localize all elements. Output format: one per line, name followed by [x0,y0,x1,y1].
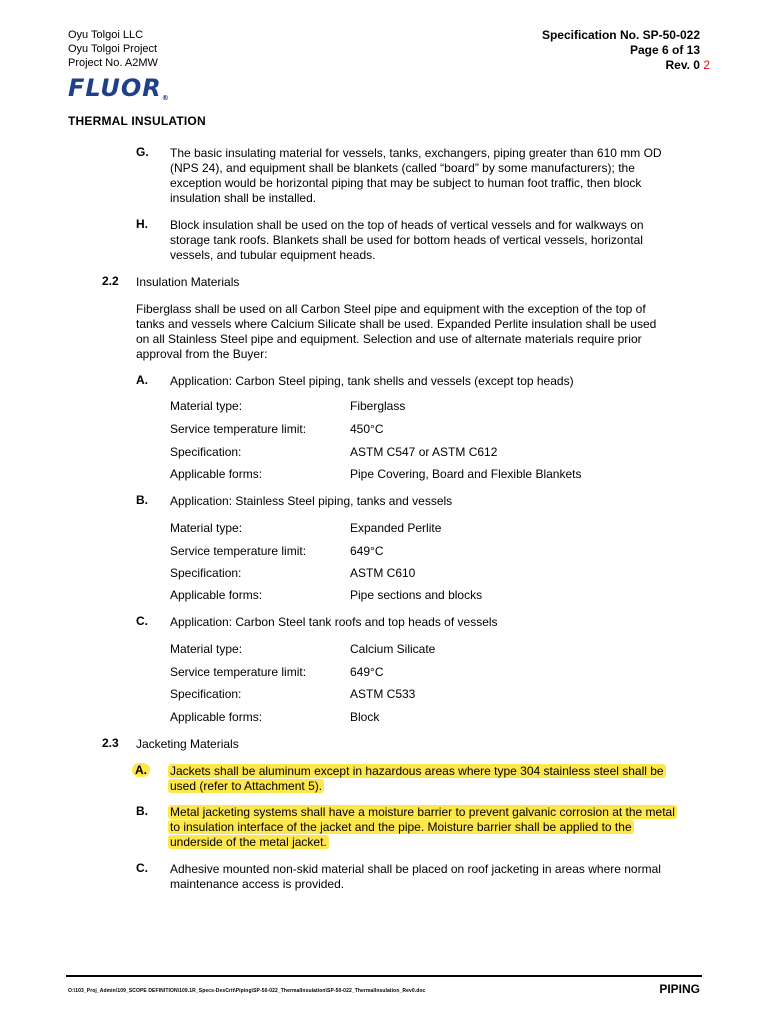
paragraph-line: on all Stainless Steel pipe and equipment. Selection and use of alternate materials require prior [136,332,642,346]
section-2-2-title: Insulation Materials [136,275,240,289]
app-letter-b: B. [136,493,148,507]
logo-registered-mark: ® [161,94,170,102]
jacket-c-text [170,862,715,892]
spec-number: Specification No. SP-50-022 [541,28,700,42]
prop-value: ASTM C547 or ASTM C612 [350,445,498,459]
fluor-logo [68,74,170,102]
revision-label: Rev. 0 [665,58,700,72]
logo-text: FLUOR [68,74,162,102]
section-2-3-title: Jacketing Materials [136,737,239,751]
prop-label: Specification: [170,687,242,701]
jacket-c-line: maintenance access is provided. [170,877,345,891]
revision-mark: 2 [703,58,710,72]
revision [666,58,711,73]
item-g-line: exception would be horizontal piping that may be subject to human foot traffic, then block [170,176,642,190]
jacket-a-text [168,764,713,794]
prop-value: Expanded Perlite [350,521,442,535]
item-h-line: vessels, and tubular equipment heads. [170,248,376,262]
app-b-text: Application: Stainless Steel piping, tanks and vessels [170,494,453,508]
prop-value: Pipe Covering, Board and Flexible Blankets [350,467,582,481]
app-a-text: Application: Carbon Steel piping, tank shells and vessels (except top heads) [170,374,574,388]
item-h-line: storage tank roofs. Blankets shall be used for bottom heads of vertical vessels, horizontal [170,233,643,247]
jacket-letter-c: C. [136,861,148,875]
footer-rule [66,975,702,977]
section-2-3-number: 2.3 [102,736,119,750]
app-letter-c: C. [136,614,148,628]
paragraph-line: tanks and vessels where Calcium Silicate shall be used. Expanded Perlite insulation shall be used [136,317,657,331]
jacket-letter-a [132,763,150,777]
app-c-text: Application: Carbon Steel tank roofs and top heads of vessels [170,615,498,629]
jacket-b-text [168,805,713,850]
prop-value: 450°C [350,422,384,436]
jacket-letter-b: B. [136,804,148,818]
page-number: Page 6 of 13 [629,43,700,57]
app-letter-a: A. [136,373,148,387]
prop-label: Applicable forms: [170,710,263,724]
prop-value: Pipe sections and blocks [350,588,483,602]
prop-value: ASTM C533 [350,687,416,701]
prop-value: Block [350,710,380,724]
prop-value: Fiberglass [350,399,406,413]
prop-label: Specification: [170,445,242,459]
prop-label: Material type: [170,399,243,413]
highlighted-line: used (refer to Attachment 5). [170,779,323,793]
prop-label: Applicable forms: [170,467,263,481]
jacket-c-line: Adhesive mounted non-skid material shall be placed on roof jacketing in areas where normal [170,862,661,876]
prop-value: 649°C [350,544,384,558]
item-g-line: insulation shall be installed. [170,191,317,205]
project-number: Project No. A2MW [68,57,158,69]
item-letter-g: G. [136,145,149,159]
jacket-letter-a-highlight: A. [132,763,150,777]
highlighted-line: Jackets shall be aluminum except in hazardous areas where type 304 stainless steel shall be [170,764,664,778]
footer-discipline: PIPING [659,982,700,996]
prop-value: ASTM C610 [350,566,416,580]
highlighted-line: Metal jacketing systems shall have a moisture barrier to prevent galvanic corrosion at the metal [170,805,675,819]
prop-value: Calcium Silicate [350,642,436,656]
item-letter-h: H. [136,217,148,231]
section-title: THERMAL INSULATION [68,114,206,128]
prop-label: Applicable forms: [170,588,263,602]
section-2-2-paragraph [136,302,706,362]
prop-label: Specification: [170,566,242,580]
prop-label: Material type: [170,642,243,656]
item-g-line: The basic insulating material for vessels, tanks, exchangers, piping greater than 610 mm OD [170,146,662,160]
prop-label: Service temperature limit: [170,544,307,558]
company-name: Oyu Tolgoi LLC [68,29,144,41]
highlighted-line: to insulation interface of the jacket and the pipe. Moisture barrier shall be applied to the [170,820,632,834]
section-2-2-number: 2.2 [102,274,119,288]
footer-file-path: O:\103_Proj_Admin\109_SCOPE DEFINITION\109.1R_Specs-DesCrit\Piping\SP-50-022_ThermalInsulation\SP-50-022_ThermalInsulation_Rev0.doc [68,988,426,994]
item-h-text [170,218,710,263]
highlighted-line: underside of the metal jacket. [170,835,327,849]
item-h-line: Block insulation shall be used on the top of heads of vertical vessels and for walkways on [170,218,644,232]
project-name: Oyu Tolgoi Project [68,43,158,55]
prop-label: Service temperature limit: [170,665,307,679]
prop-label: Material type: [170,521,243,535]
paragraph-line: approval from the Buyer: [136,347,268,361]
item-g-text [170,146,710,206]
prop-value: 649°C [350,665,384,679]
item-g-line: (NPS 24), and equipment shall be blankets (called “board” by some manufacturers); the [170,161,635,175]
prop-label: Service temperature limit: [170,422,307,436]
paragraph-line: Fiberglass shall be used on all Carbon Steel pipe and equipment with the exception of the top of [136,302,646,316]
